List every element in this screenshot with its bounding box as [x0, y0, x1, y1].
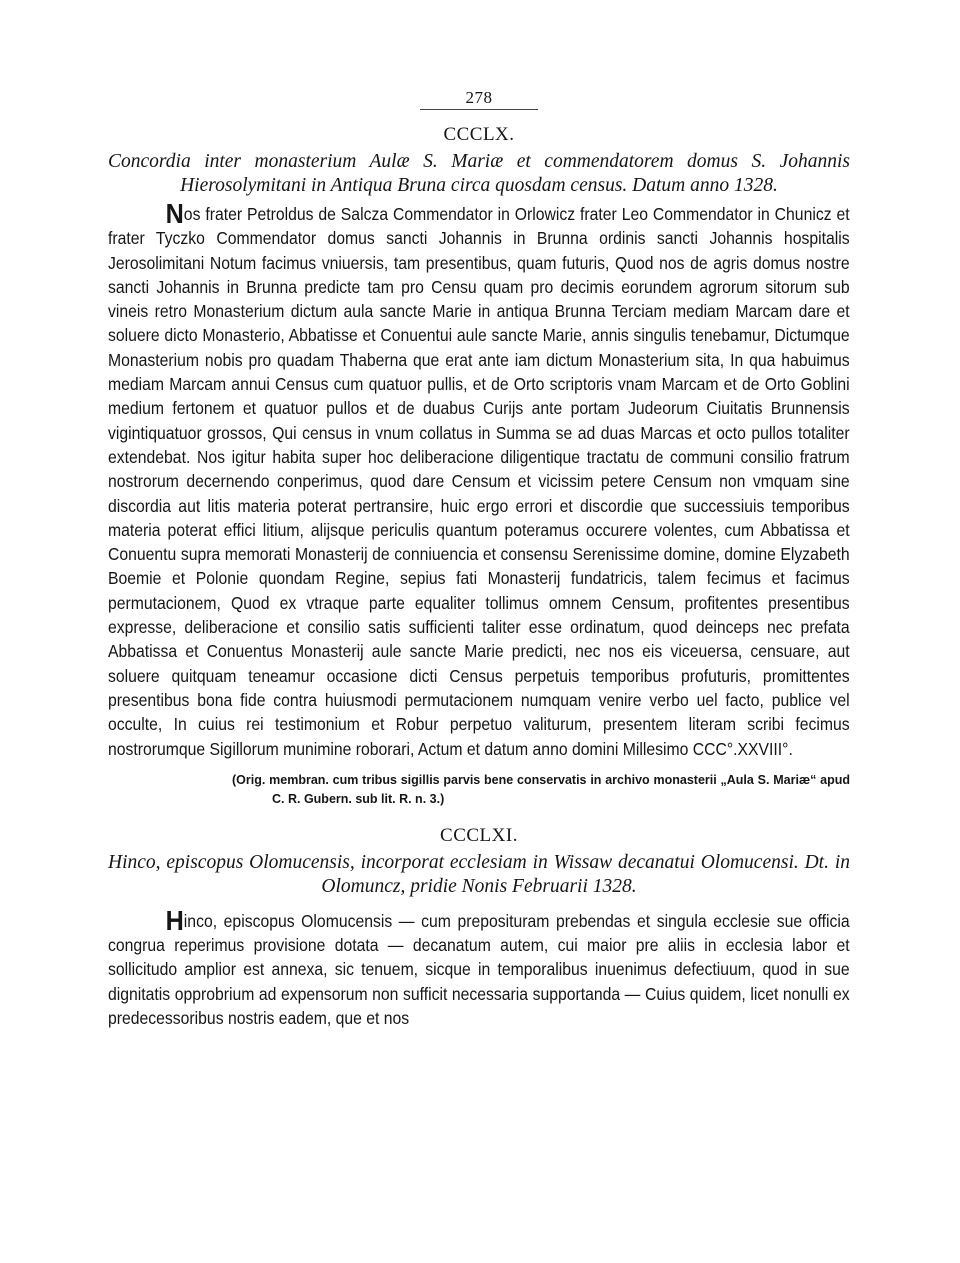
source-note: (Orig. membran. cum tribus sigillis parvis bene conservatis in archivo monasterii „Aula S. Mariæ“ apud C. R. Gubern. sub lit. R. n. 3.)	[232, 772, 850, 806]
page-number-rule	[420, 109, 538, 110]
drop-initial: N	[165, 198, 184, 229]
document-ccclx	[108, 124, 850, 809]
document-body-text: os frater Petroldus de Salcza Commendator in Orlowicz frater Leo Commendator in Chunicz et frater Tyczko Commendator domus sancti Johannis in Brunna ordinis sancti Johannis hospitalis Jerosolimitani Notum facimus vniuersis, tam presentibus, quam futuris, Quod nos de agris domus nostre sancti Johannis in Brunna predicte tam pro Censu quam pro decimis eorundem agrorum sitorum sub vineis retro Monasterium dictum aula sancte Marie in antiqua Brunna Terciam mediam Marcam dare et soluere dicto Monasterio, Abbatisse et Conuentui aule sancte Marie, annis singulis tenebamur, Dictumque Monasterium nobis pro quadam Thaberna que erat ante iam dictum Monasterium sita, In qua habuimus mediam Marcam annui Census cum quatuor pullis, et de Orto scriptoris vnam Marcam et de Orto Goblini medium fertonem et quatuor pullos et de duabus Curijs ante portam Judeorum Ciuitatis Brunnensis vigintiquatuor grossos, Qui census in vnum collatus in Summa se ad duas Marcas et octo pullos totaliter extendebat. Nos igitur habita super hoc deliberacione diligentique tractatu de communi consilio fratrum nostrorum decernendo conperimus, quod dare Censum et vicissim petere Censum non vmquam sine discordia aut litis materia poterat pertransire, huic ergo errori et discordie que successiuis temporibus materia poterat effici litium, alijsque periculis quantum poteramus occurere volentes, cum Abbatissa et Conuentu supra memorati Monasterij de conniuencia et consensu Serenissime domine, domine Elyzabeth Boemie et Polonie quondam Regine, sepius fati Monasterij fundatricis, talem fecimus et facimus permutacionem, Quod ex vtraque parte equaliter tollimus omnem Censum, profitentes presentibus expresse, deliberacione et consilio satis sufficienti taliter esse ordinatum, quod deinceps nec prefata Abbatissa et Conuentus Monasterij aule sancte Marie predicti, nec nos eis viceuersa, censuare, aut soluere quitquam teneamur occasione dicti Census perpetuis temporibus profuturis, promittentes presentibus bona fide contra huiusmodi permutacionem numquam venire verbo uel facto, publice vel occulte, In cuius rei testimonium et Robur perpetuo valiturum, presentem literam scribi fecimus nostrorumque Sigillorum munimine roborari, Actum et datum anno domini Millesimo CCC°.XXVIII°.	[108, 204, 850, 759]
document-number: CCCLXI.	[440, 824, 518, 846]
drop-initial: H	[165, 904, 184, 936]
document-heading: Hinco, episcopus Olomucensis, incorporat ecclesiam in Wissaw decanatui Olomucensi. Dt. in Olomuncz, pridie Nonis Februarii 1328.	[108, 851, 850, 897]
document-body	[108, 198, 850, 761]
document-ccclxi	[108, 825, 850, 1030]
document-number: CCCLX.	[443, 124, 515, 145]
document-body	[108, 904, 850, 1030]
page-number: 278	[465, 88, 493, 107]
document-heading: Concordia inter monasterium Aulæ S. Mariæ et commendatorem domus S. Johannis Hierosolymitani in Antiqua Bruna circa quosdam census. Datum anno 1328.	[108, 151, 850, 196]
book-page	[108, 88, 850, 1030]
document-body-text: inco, episcopus Olomucensis — cum preposituram prebendas et singula ecclesie sue officia congrua reperimus provisione dotata — decanatum autem, cui maior pre aliis in ecclesia labor et sollicitudo amplior est annexa, sic tenuem, sicque in temporalibus inuenimus defectiuum, quod in sue dignitatis opprobrium ad expensorum non sufficit necessaria supportanda — Cuius quidem, licet nonulli ex predecessoribus nostris eadem, que et nos	[108, 910, 850, 1029]
